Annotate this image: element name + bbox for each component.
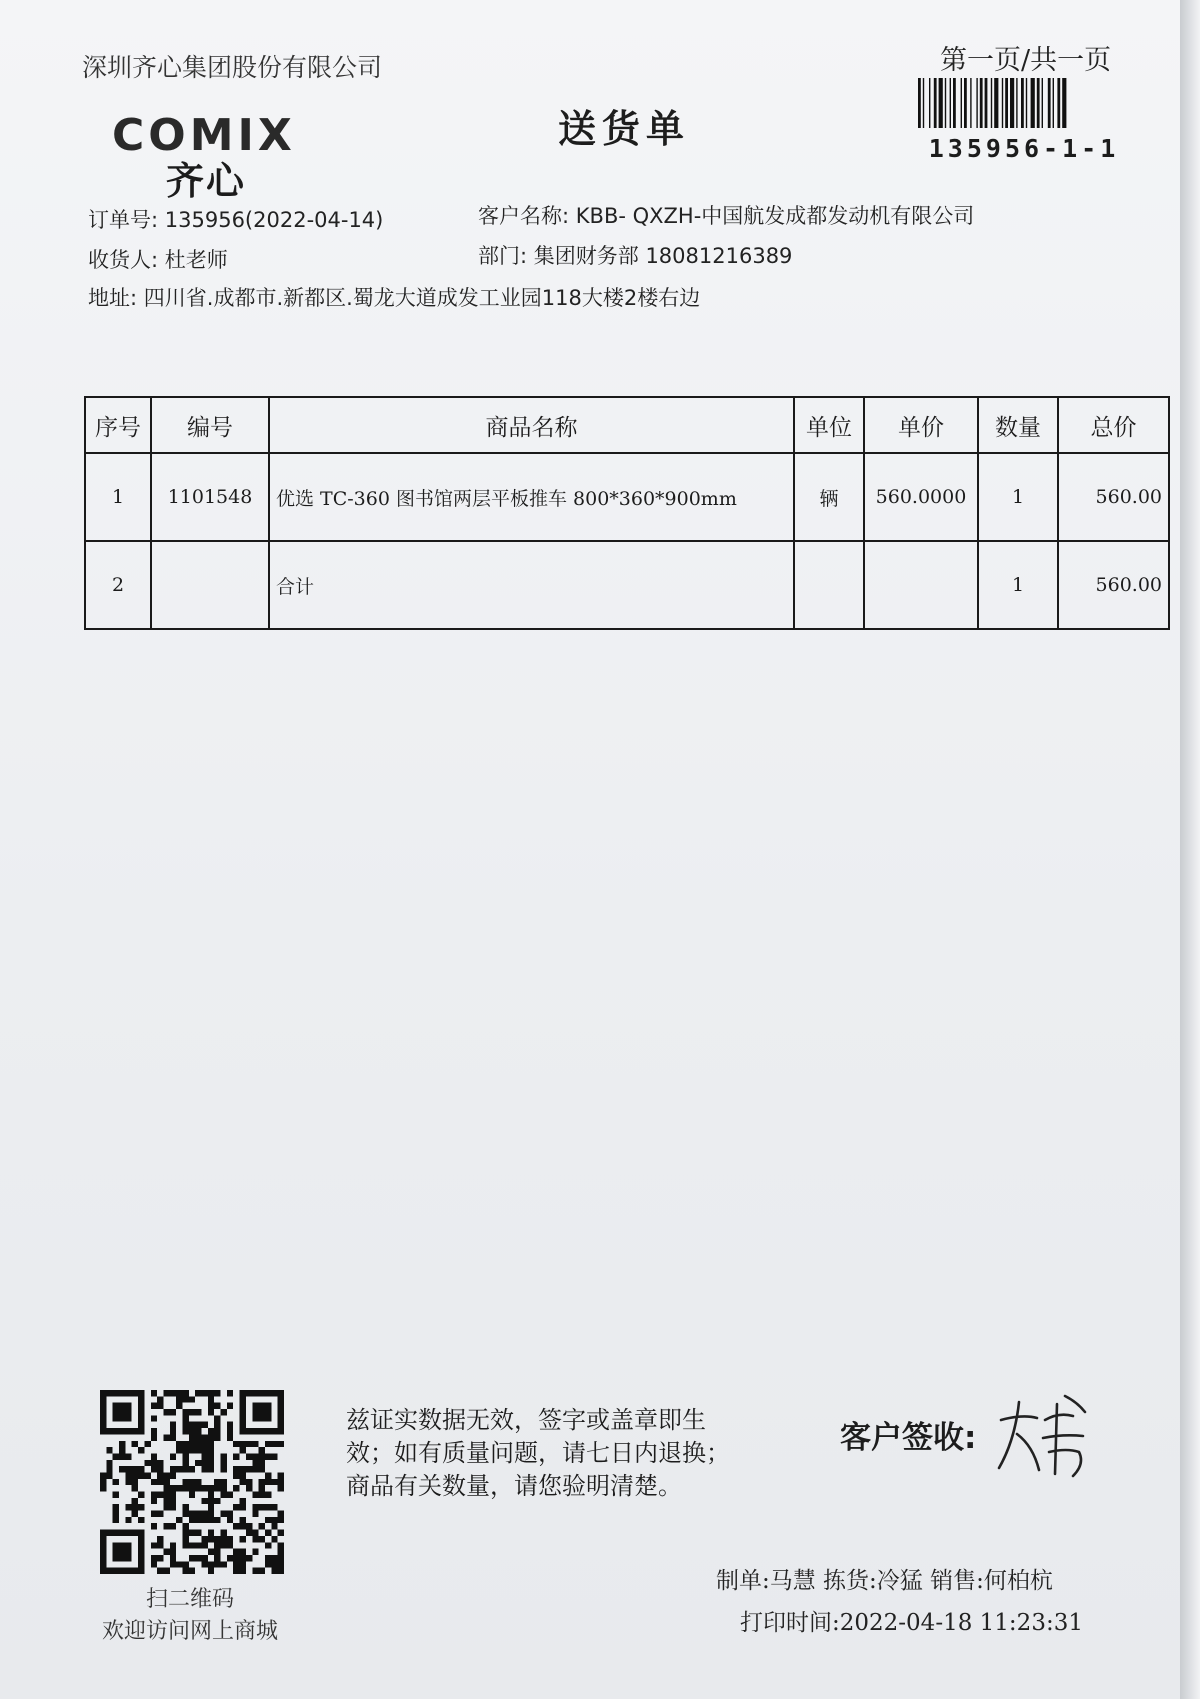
customer-label: 客户名称: xyxy=(478,204,570,228)
barcode-number: 135956-1-1 xyxy=(928,134,1120,163)
signature xyxy=(993,1390,1093,1480)
customer-name xyxy=(478,200,974,230)
qr-caption-mall: 欢迎访问网上商城 xyxy=(101,1619,278,1644)
row-seq: 1 xyxy=(85,453,151,541)
customer-sign-label: 客户签收: xyxy=(840,1420,977,1456)
receiver xyxy=(88,244,228,274)
row-code xyxy=(151,541,269,629)
row-quantity: 1 xyxy=(978,541,1058,629)
receiver-value: 杜老师 xyxy=(164,248,228,272)
order-number-label: 订单号: xyxy=(88,208,159,232)
address-label: 地址: xyxy=(88,286,138,310)
barcode xyxy=(918,78,1130,128)
notice-text: 兹证实数据无效，签字或盖章即生效；如有质量问题，请七日内退换；商品有关数量，请您验明清楚。 xyxy=(346,1406,730,1500)
page-info: 第一页/共一页 xyxy=(940,45,1112,76)
row-seq: 2 xyxy=(85,541,151,629)
row-unit xyxy=(794,541,864,629)
table-header-row xyxy=(85,397,1169,453)
address-value: 四川省.成都市.新都区.蜀龙大道成发工业园118大楼2楼右边 xyxy=(143,286,701,310)
header-code: 编号 xyxy=(151,397,269,453)
print-time: 打印时间:2022-04-18 11:23:31 xyxy=(740,1610,1083,1636)
order-number-value: 135956(2022-04-14) xyxy=(164,208,384,232)
paper-edge xyxy=(1180,0,1200,1699)
customer-value: KBB- QXZH-中国航发成都发动机有限公司 xyxy=(575,204,975,228)
row-product-name: 合计 xyxy=(269,541,794,629)
items-table xyxy=(84,396,1170,630)
table-row xyxy=(85,453,1169,541)
row-unit-price xyxy=(864,541,978,629)
row-unit: 辆 xyxy=(794,453,864,541)
table-row xyxy=(85,541,1169,629)
qr-code xyxy=(100,1390,284,1574)
header-quantity: 数量 xyxy=(978,397,1058,453)
logo-wordmark: COMIX xyxy=(112,110,296,161)
department-value: 集团财务部 18081216389 xyxy=(533,244,793,268)
row-total: 560.00 xyxy=(1058,453,1169,541)
receiver-label: 收货人: xyxy=(88,248,159,272)
row-code: 1101548 xyxy=(151,453,269,541)
header-unit: 单位 xyxy=(794,397,864,453)
staff-line: 制单:马慧 拣货:冷猛 销售:何柏杭 xyxy=(716,1568,1053,1594)
logo-chinese: 齐心 xyxy=(166,159,247,203)
row-total: 560.00 xyxy=(1058,541,1169,629)
order-number xyxy=(88,204,383,234)
row-quantity: 1 xyxy=(978,453,1058,541)
header-total: 总价 xyxy=(1058,397,1169,453)
header-product-name: 商品名称 xyxy=(269,397,794,453)
document-title: 送货单 xyxy=(558,107,691,151)
row-product-name: 优选 TC-360 图书馆两层平板推车 800*360*900mm xyxy=(269,453,794,541)
company-name: 深圳齐心集团股份有限公司 xyxy=(82,53,383,82)
header-unit-price: 单价 xyxy=(864,397,978,453)
address xyxy=(88,282,700,312)
qr-caption-scan: 扫二维码 xyxy=(145,1587,234,1612)
header-seq: 序号 xyxy=(85,397,151,453)
department-label: 部门: xyxy=(478,244,528,268)
department xyxy=(478,240,792,270)
row-unit-price: 560.0000 xyxy=(864,453,978,541)
